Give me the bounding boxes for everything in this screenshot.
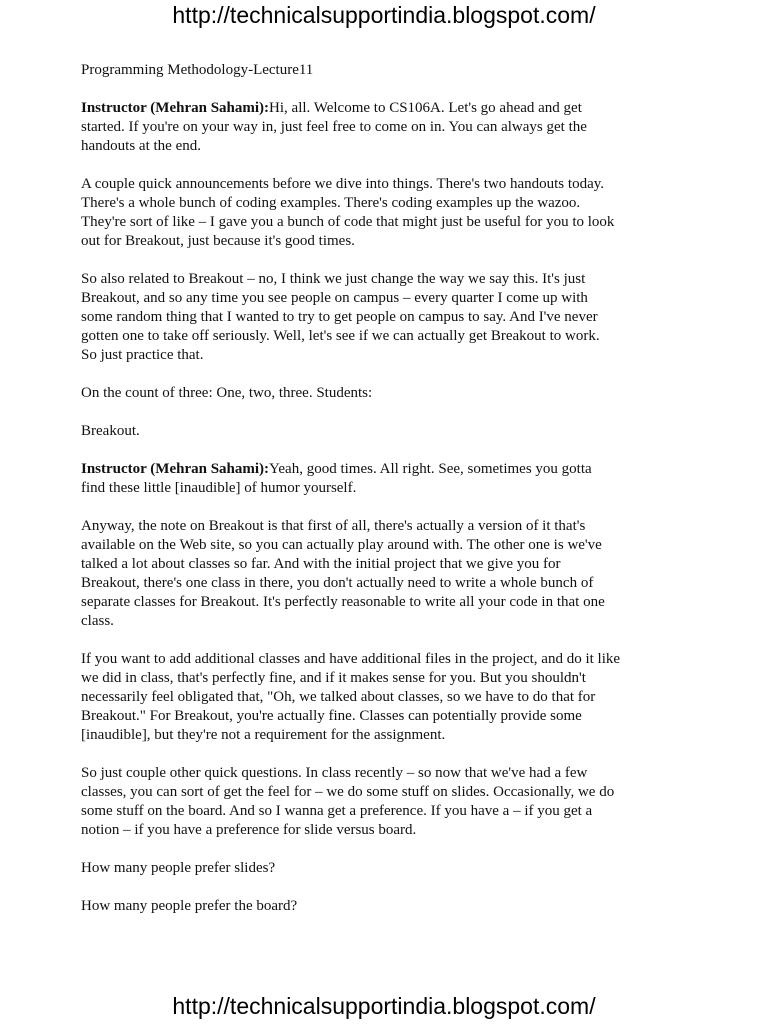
text-line <box>81 137 681 156</box>
line-text: find these little [inaudible] of humor yourself. <box>81 480 357 496</box>
text-line <box>81 213 681 232</box>
paragraph <box>81 384 681 403</box>
line-text: some random thing that I wanted to try to get people on campus to say. And I've never <box>81 309 598 325</box>
text-line <box>81 384 681 403</box>
line-text: So just couple other quick questions. In class recently – so now that we've had a few <box>81 765 588 781</box>
text-line <box>81 669 681 688</box>
document-title: Programming Methodology-Lecture11 <box>81 62 314 78</box>
text-line <box>81 574 681 593</box>
paragraph <box>81 422 681 441</box>
line-text: out for Breakout, just because it's good times. <box>81 233 355 249</box>
text-line <box>81 593 681 612</box>
text-line <box>81 897 681 916</box>
line-text: On the count of three: One, two, three. Students: <box>81 385 373 401</box>
paragraph <box>81 460 681 498</box>
line-text: class. <box>81 613 114 629</box>
line-text: talked a lot about classes so far. And with the initial project that we give you for <box>81 556 561 572</box>
text-line <box>81 289 681 308</box>
paragraph <box>81 859 681 878</box>
text-line <box>81 194 681 213</box>
line-text: Breakout, there's one class in there, you don't actually need to write a whole bunch of <box>81 575 594 591</box>
paragraph-list <box>81 99 681 916</box>
line-text: handouts at the end. <box>81 138 201 154</box>
line-text: classes, you can sort of get the feel for – we do some stuff on slides. Occasionally, we do <box>81 784 615 800</box>
text-line <box>81 99 681 118</box>
line-text: So also related to Breakout – no, I think we just change the way we say this. It's just <box>81 271 586 287</box>
text-line <box>81 859 681 878</box>
line-text: Yeah, good times. All right. See, sometimes you gotta <box>269 461 592 477</box>
text-line <box>81 688 681 707</box>
line-text: Breakout. <box>81 423 140 439</box>
text-line <box>81 612 681 631</box>
paragraph <box>81 175 681 251</box>
speaker-label: Instructor (Mehran Sahami): <box>81 461 270 477</box>
paragraph <box>81 99 681 156</box>
footer-url: http://technicalsupportindia.blogspot.com/ <box>172 993 596 1019</box>
text-line <box>81 479 681 498</box>
header-url: http://technicalsupportindia.blogspot.com/ <box>172 2 596 28</box>
text-line <box>81 346 681 365</box>
speaker-label: Instructor (Mehran Sahami): <box>81 100 270 116</box>
line-text: gotten one to take off seriously. Well, let's see if we can actually get Breakout to work. <box>81 328 600 344</box>
line-text: Breakout." For Breakout, you're actually fine. Classes can potentially provide some <box>81 708 582 724</box>
text-line <box>81 118 681 137</box>
paragraph <box>81 650 681 745</box>
line-text: notion – if you have a preference for slide versus board. <box>81 822 417 838</box>
text-line <box>81 802 681 821</box>
paragraph <box>81 517 681 631</box>
line-text: How many people prefer slides? <box>81 860 276 876</box>
line-text: A couple quick announcements before we dive into things. There's two handouts today. <box>81 176 605 192</box>
line-text: separate classes for Breakout. It's perfectly reasonable to write all your code in that one <box>81 594 605 610</box>
line-text: Hi, all. Welcome to CS106A. Let's go ahead and get <box>269 100 582 116</box>
line-text: necessarily feel obligated that, "Oh, we talked about classes, so we have to do that for <box>81 689 596 705</box>
line-text: They're sort of like – I gave you a bunch of code that might just be useful for you to look <box>81 214 615 230</box>
line-text: we did in class, that's perfectly fine, and if it makes sense for you. But you shouldn't <box>81 670 586 686</box>
text-line <box>81 536 681 555</box>
text-line <box>81 308 681 327</box>
text-line <box>81 726 681 745</box>
text-line <box>81 232 681 251</box>
line-text: How many people prefer the board? <box>81 898 298 914</box>
line-text: Anyway, the note on Breakout is that first of all, there's actually a version of it that's <box>81 518 586 534</box>
line-text: Breakout, and so any time you see people on campus – every quarter I come up with <box>81 290 588 306</box>
text-line <box>81 460 681 479</box>
paragraph <box>81 764 681 840</box>
text-line <box>81 517 681 536</box>
line-text: If you want to add additional classes and have additional files in the project, and do it like <box>81 651 621 667</box>
line-text: available on the Web site, so you can actually play around with. The other one is we've <box>81 537 602 553</box>
paragraph <box>81 270 681 365</box>
line-text: There's a whole bunch of coding examples. There's coding examples up the wazoo. <box>81 195 581 211</box>
line-text: [inaudible], but they're not a requirement for the assignment. <box>81 727 446 743</box>
line-text: started. If you're on your way in, just feel free to come on in. You can always get the <box>81 119 587 135</box>
text-line <box>81 764 681 783</box>
text-line <box>81 650 681 669</box>
text-line <box>81 555 681 574</box>
text-line <box>81 783 681 802</box>
line-text: some stuff on the board. And so I wanna get a preference. If you have a – if you get a <box>81 803 593 819</box>
paragraph <box>81 897 681 916</box>
text-line <box>81 270 681 289</box>
text-line <box>81 175 681 194</box>
text-line <box>81 707 681 726</box>
text-line <box>81 327 681 346</box>
document-body <box>81 61 681 935</box>
text-line <box>81 821 681 840</box>
line-text: So just practice that. <box>81 347 204 363</box>
text-line <box>81 422 681 441</box>
